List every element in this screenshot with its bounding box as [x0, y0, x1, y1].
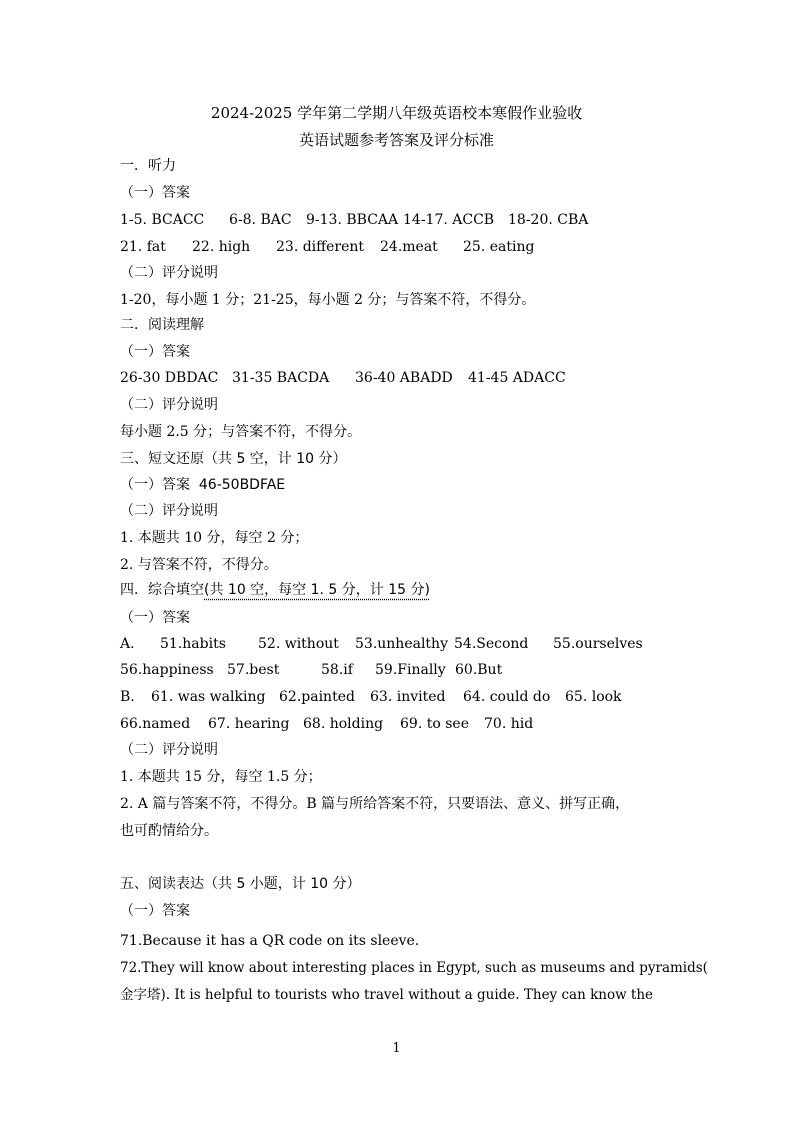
answer-cell: B.: [120, 689, 135, 705]
section-3-eval-2: 2. 与答案不符，不得分。: [120, 557, 278, 573]
section-4-answer-label: （一）答案: [120, 610, 190, 626]
answer-cell: 54.Second: [454, 636, 529, 652]
answer-cell: 26-30 DBDAC: [120, 370, 219, 386]
answer-cell: 69. to see: [400, 716, 469, 732]
answer-cell: 67. hearing: [208, 716, 290, 732]
answer-cell: 53.unhealthy: [355, 636, 448, 652]
section-2-eval-text: 每小题 2.5 分；与答案不符，不得分。: [120, 424, 362, 440]
section-3-answer: （一）答案 46-50BDFAE: [120, 477, 286, 493]
answer-cell: 1-5. BCACC: [120, 212, 205, 228]
answer-cell: 61. was walking: [151, 689, 266, 705]
section-1-eval-label: （二）评分说明: [120, 265, 218, 281]
page-number: 1: [392, 1041, 401, 1056]
answer-cell: 18-20. CBA: [508, 212, 589, 228]
answer-cell: 31-35 BACDA: [232, 370, 330, 386]
section-1-heading: 一．听力: [120, 158, 176, 174]
section-3-eval-label: （二）评分说明: [120, 503, 218, 519]
answer-cell: 57.best: [227, 662, 280, 678]
answer-cell: 59.Finally: [375, 662, 446, 678]
section-4-heading-scoring: (共 10 空，每空 1. 5 分，计 15 分): [204, 582, 430, 598]
answer-cell: 22. high: [192, 239, 251, 255]
section-4-heading-title: 四．综合填空: [120, 582, 204, 598]
section-5-heading: 五、阅读表达（共 5 小题，计 10 分）: [120, 876, 361, 892]
answer-cell: 68. holding: [303, 716, 384, 732]
answer-cell: 63. invited: [370, 689, 446, 705]
section-2-eval-label: （二）评分说明: [120, 397, 218, 413]
answer-cell: 70. hid: [484, 716, 534, 732]
answer-72-line-2: 金字塔). It is helpful to tourists who travel without a guide. They can know the: [120, 987, 654, 1003]
section-4-eval-1: 1. 本题共 15 分，每空 1.5 分；: [120, 769, 322, 785]
answer-cell: 52. without: [258, 636, 339, 652]
section-5-answer-label: （一）答案: [120, 903, 190, 919]
section-4-eval-2b: 也可酌情给分。: [120, 823, 218, 839]
answer-cell: A.: [120, 636, 135, 652]
doc-subtitle: 英语试题参考答案及评分标准: [298, 131, 494, 149]
answer-cell: 25. eating: [463, 239, 535, 255]
answer-cell: 58.if: [321, 662, 353, 678]
answer-cell: 60.But: [455, 662, 503, 678]
answer-cell: 64. could do: [463, 689, 551, 705]
answer-cell: 24.meat: [380, 239, 438, 255]
answer-cell: 66.named: [120, 716, 191, 732]
answer-cell: 6-8. BAC: [229, 212, 292, 228]
section-3-heading: 三、短文还原（共 5 空，计 10 分）: [120, 451, 347, 467]
answer-cell: 14-17. ACCB: [403, 212, 495, 228]
section-2-answer-label: （一）答案: [120, 344, 190, 360]
section-4-heading: [120, 581, 430, 599]
answer-cell: 55.ourselves: [553, 636, 643, 652]
section-1-answer-label: （一）答案: [120, 185, 190, 201]
answer-cell: 62.painted: [279, 689, 355, 705]
answer-71: 71.Because it has a QR code on its sleeve.: [120, 933, 420, 949]
answer-cell: 51.habits: [160, 636, 226, 652]
answer-cell: 36-40 ABADD: [355, 370, 453, 386]
answer-cell: 65. look: [565, 689, 622, 705]
section-4-eval-label: （二）评分说明: [120, 742, 218, 758]
section-2-heading: 二．阅读理解: [120, 317, 204, 333]
answer-72-line-1: 72.They will know about interesting places in Egypt, such as museums and pyramids(: [120, 960, 708, 976]
answer-cell: 56.happiness: [120, 662, 214, 678]
answer-cell: 21. fat: [120, 239, 166, 255]
doc-title: 2024-2025 学年第二学期八年级英语校本寒假作业验收: [210, 104, 583, 122]
answer-cell: 23. different: [276, 239, 365, 255]
section-3-eval-1: 1. 本题共 10 分，每空 2 分；: [120, 530, 309, 546]
section-4-eval-2a: 2. A 篇与答案不符，不得分。B 篇与所给答案不符，只要语法、意义、拼写正确，: [120, 796, 630, 812]
section-1-eval-text: 1-20，每小题 1 分；21-25，每小题 2 分；与答案不符，不得分。: [120, 292, 536, 308]
answer-cell: 41-45 ADACC: [468, 370, 566, 386]
answer-cell: 9-13. BBCAA: [306, 212, 399, 228]
